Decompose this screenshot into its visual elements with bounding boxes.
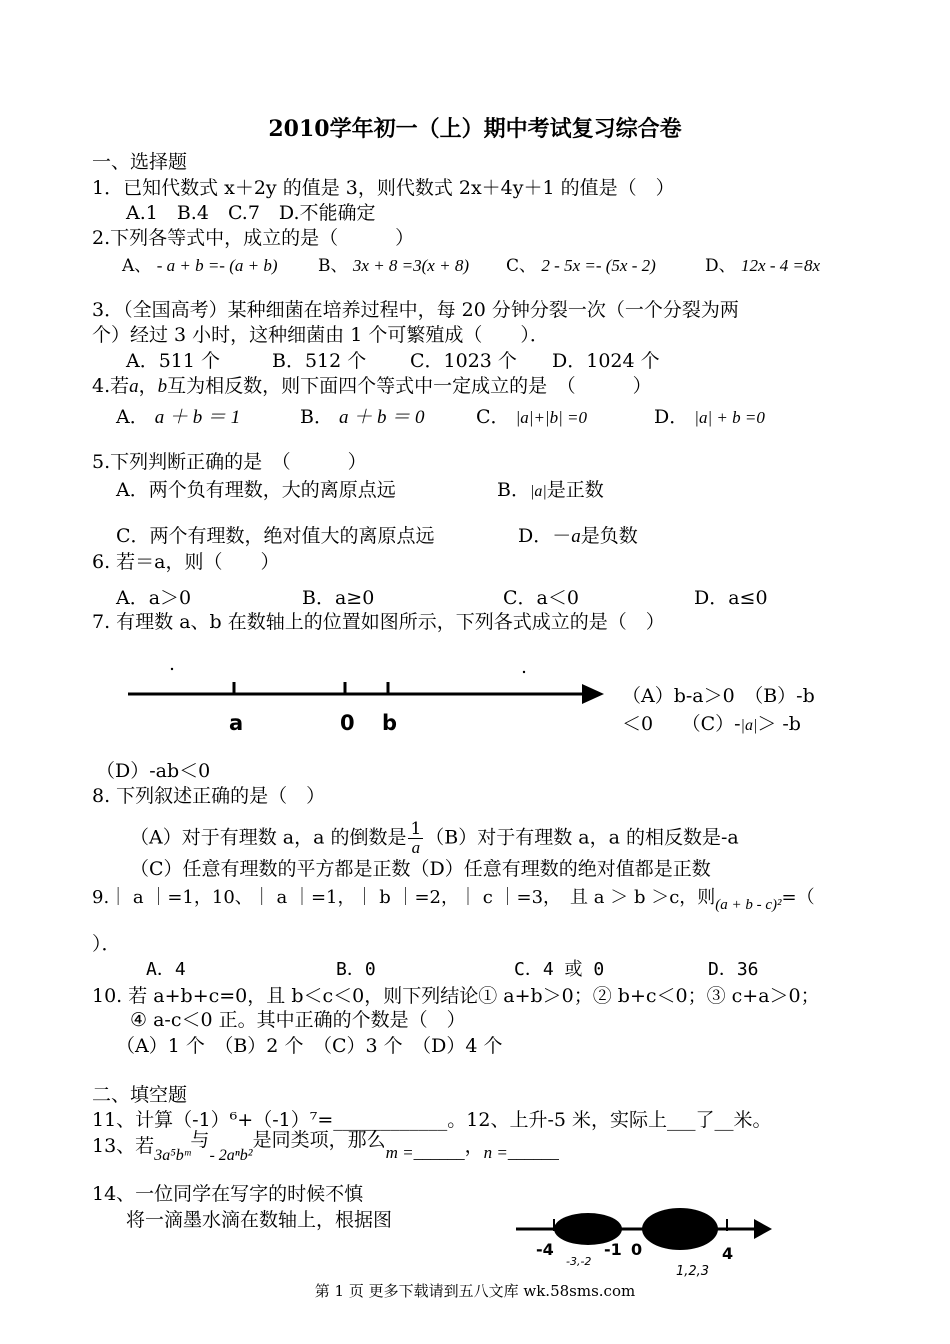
q13-line — [92, 1129, 559, 1168]
q4-option-a — [116, 405, 240, 430]
q2-option-a — [122, 254, 278, 278]
q14-label-neg1: -1 — [604, 1240, 622, 1259]
q13-m-blank: m =______ — [385, 1143, 465, 1162]
q4-label-b: B． — [300, 406, 333, 428]
q3-line1: 3．（全国高考）某种细菌在培养过程中，每 20 分钟分裂一次（一个分裂为两 — [92, 299, 739, 321]
q5-var-d: a — [571, 526, 581, 547]
q7-stem: 7. 有理数 a、b 在数轴上的位置如图所示，下列各式成立的是（ ） — [92, 611, 665, 633]
q7-label-0: 0 — [340, 711, 355, 735]
q7-number-line — [120, 660, 610, 740]
q4-label-d: D． — [654, 406, 689, 428]
q2-label-d: D、 — [705, 256, 736, 276]
q9-expr: (a + b - c)² — [715, 897, 782, 913]
q14-label-0: 0 — [631, 1240, 643, 1259]
q3-option-d: D．1024 个 — [552, 350, 660, 372]
q2-option-b — [318, 254, 469, 278]
q4-expr-a: a ＋ b ＝ 1 — [154, 407, 241, 428]
q4-expr-b: a ＋ b ＝ 0 — [339, 407, 425, 428]
q14-label-4: 4 — [722, 1244, 734, 1263]
q9-option-c: C．4 或 0 — [514, 959, 605, 980]
q2-expr-a: - a + b =- (a + b) — [156, 256, 278, 275]
q4-label-a: A． — [116, 406, 149, 428]
q7-label-b: b — [382, 711, 398, 735]
q14-line2: 将一滴墨水滴在数轴上，根据图 — [126, 1209, 393, 1231]
q8-option-ab — [130, 820, 739, 857]
q8-stem: 8. 下列叙述正确的是（ ） — [92, 785, 326, 807]
q5-option-a: A．两个负有理数，大的离原点远 — [116, 479, 396, 501]
q6-option-a: A．a＞0 — [116, 587, 192, 609]
q2-option-d — [705, 254, 820, 278]
q13-n-blank: n =______ — [483, 1143, 559, 1162]
q7-arrow-icon — [582, 684, 604, 704]
q4-var-a: a — [129, 376, 139, 397]
q13-pre: 13、若 — [92, 1135, 155, 1157]
q7-options-line2 — [622, 712, 801, 738]
q14-number-line — [506, 1205, 780, 1281]
q8-frac-den: a — [411, 838, 421, 857]
q8-option-cd: （C）任意有理数的平方都是正数（D）任意有理数的绝对值都是正数 — [130, 858, 711, 880]
q9-option-a: A．4 — [146, 959, 186, 980]
q8-frac-num: 1 — [410, 819, 422, 839]
q14-line1: 14、一位同学在写字的时候不慎 — [92, 1183, 364, 1205]
q14-handwritten-left: -3,-2 — [566, 1255, 592, 1268]
q5-label-d: D．－ — [518, 525, 572, 547]
section-choice-heading: 一、选择题 — [92, 151, 188, 173]
q4-option-b — [300, 405, 425, 430]
q14-ink-blot-right — [642, 1208, 718, 1250]
q7-options-line1: （A）b-a＞0 （B）-b — [622, 685, 815, 707]
q9-option-d: D．36 — [708, 959, 759, 980]
q5-option-d — [518, 524, 638, 549]
q14-label-neg4: -4 — [536, 1240, 554, 1259]
q13-term2: - 2aⁿb² — [209, 1147, 253, 1164]
q9-option-b: B．0 — [336, 959, 376, 980]
q8-option-b-text: （B）对于有理数 a，a 的相反数是-a — [425, 826, 739, 849]
q4-expr-d: |a| + b =0 — [694, 408, 765, 427]
q7-speck — [523, 671, 525, 673]
q2-option-c — [506, 254, 656, 278]
q6-option-b: B．a≥0 — [302, 587, 375, 609]
q11-q12-text: 11、计算（-1）⁶+（-1）⁷=____________。12、上升-5 米，实际上___了__米。 — [92, 1109, 772, 1131]
q1-options: A.1 B.4 C.7 D.不能确定 — [126, 202, 376, 224]
q9-stem-text: 9.｜ a ｜=1，10、｜ a ｜=1，｜ b ｜=2，｜ c ｜=3， 且 a ＞ b ＞c，则 — [92, 887, 716, 908]
q13-term1: 3a⁵bᵐ — [154, 1147, 191, 1164]
q10-line2: ④ a-c＜0 正。其中正确的个数是（ ） — [130, 1009, 466, 1031]
q13-mid: 与 — [190, 1129, 210, 1151]
q7-opt-c-abs: |a| — [740, 717, 758, 734]
q7-speck — [171, 668, 173, 670]
q6-option-d: D．a≤0 — [694, 587, 768, 609]
q10-options: （A）1 个 （B）2 个 （C）3 个 （D）4 个 — [116, 1035, 503, 1057]
q4-sep: ， — [138, 375, 158, 397]
q14-arrow-icon — [754, 1219, 772, 1239]
q4-var-b: b — [157, 376, 168, 397]
q5-option-c: C．两个有理数，绝对值大的离原点远 — [116, 525, 435, 547]
q2-expr-c: 2 - 5x =- (5x - 2) — [541, 256, 656, 275]
q3-option-c: C．1023 个 — [410, 350, 517, 372]
q5-text-b: 是正数 — [546, 479, 604, 501]
q1-stem: 1．已知代数式 x＋2y 的值是 3，则代数式 2x＋4y＋1 的值是（ ） — [92, 177, 675, 199]
q5-text-d: 是负数 — [580, 525, 638, 547]
q4-label-c: C． — [476, 406, 510, 428]
q2-expr-b: 3x + 8 =3(x + 8) — [352, 256, 469, 275]
q8-fraction — [408, 820, 423, 857]
q6-option-c: C．a＜0 — [503, 587, 579, 609]
page-title: 2010学年初一（上）期中考试复习综合卷 — [268, 116, 682, 142]
q2-label-c: C、 — [506, 256, 537, 276]
section-fill-heading: 二、填空题 — [92, 1084, 188, 1106]
q4-stem-post: 互为相反数，则下面四个等式中一定成立的是 （ ） — [167, 375, 652, 397]
q7-opt-c-post: ＞ -b — [757, 713, 801, 735]
q4-option-d — [654, 405, 765, 430]
q3-option-b: B．512 个 — [272, 350, 367, 372]
q4-stem-pre: 4.若 — [92, 375, 130, 397]
q2-expr-d: 12x - 4 =8x — [741, 256, 821, 275]
q7-label-a: a — [229, 711, 244, 735]
q2-stem: 2.下列各等式中，成立的是（ ） — [92, 227, 415, 249]
q9-close: ）． — [92, 933, 121, 955]
q8-option-a-text: （A）对于有理数 a，a 的倒数是 — [130, 826, 407, 849]
q2-label-b: B、 — [318, 256, 348, 276]
page-footer: 第 1 页 更多下载请到五八文库 wk.58sms.com — [314, 1282, 636, 1300]
q7-opt-c-pre: ＜0 （C）- — [622, 713, 741, 735]
q5-stem: 5.下列判断正确的是 （ ） — [92, 451, 367, 473]
q4-option-c — [476, 405, 587, 430]
q6-stem: 6. 若＝a，则（ ） — [92, 551, 280, 573]
q9-stem — [92, 886, 815, 917]
q4-stem — [92, 374, 652, 399]
q7-option-d: （D）-ab＜0 — [96, 760, 211, 782]
q3-option-a: A．511 个 — [126, 350, 221, 372]
q4-expr-c: |a|+|b| =0 — [515, 408, 587, 427]
q5-option-b — [497, 478, 604, 504]
q5-label-b: B． — [497, 479, 530, 501]
q10-line1: 10. 若 a+b+c=0，且 b＜c＜0，则下列结论① a+b＞0；② b+c＜0；③ c+a＞0； — [92, 985, 820, 1007]
q3-line2: 个）经过 3 小时，这种细菌由 1 个可繁殖成（ ）． — [92, 324, 549, 346]
q5-expr-b: |a| — [529, 483, 547, 500]
q14-handwritten-right: 1,2,3 — [676, 1264, 710, 1279]
q2-label-a: A、 — [122, 256, 152, 276]
q9-tail: =（ — [781, 887, 815, 908]
q13-post: 是同类项，那么 — [252, 1129, 386, 1151]
q13-sep: ， — [464, 1135, 484, 1157]
